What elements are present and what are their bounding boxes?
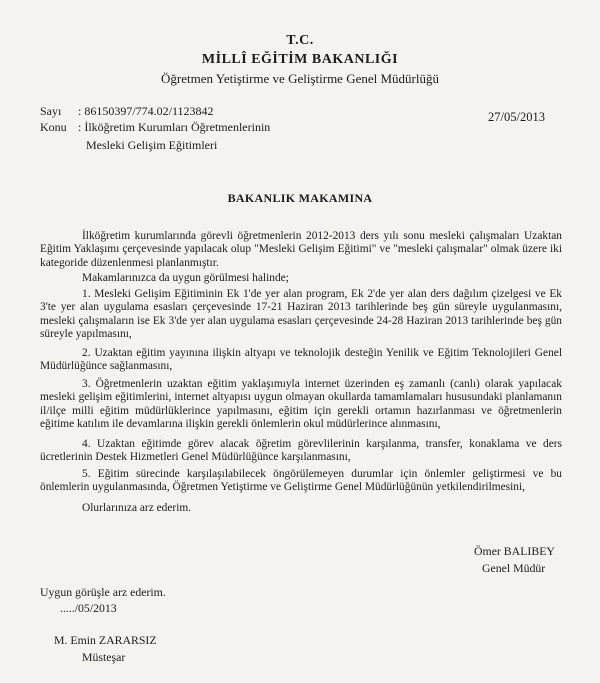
konu-line bbox=[40, 120, 270, 135]
signer-name: Ömer BALIBEY bbox=[474, 544, 555, 558]
approval-date: ...../05/2013 bbox=[60, 601, 117, 615]
header-country: T.C. bbox=[286, 33, 314, 48]
approver-title: Müsteşar bbox=[82, 650, 126, 664]
intro-paragraph: İlköğretim kurumlarında görevli öğretmenlerin 2012-2013 ders yılı sonu mesleki çalışmaları Uzaktan Eğitim Yaklaşımı çerçevesinde yapılacak olup "Mesleki Gelişim Eğitimi" ve "mesleki çalışmalar" olmak üzere iki kategoride düzenlenmesi planlanmıştır. bbox=[40, 230, 562, 269]
document-date: 27/05/2013 bbox=[488, 110, 545, 124]
approval-request: Makamlarınızca da uygun görülmesi halinde; bbox=[82, 272, 289, 284]
item-3: 3. Öğretmenlerin uzaktan eğitim yaklaşımıyla internet üzerinden eş zamanlı (canlı) olarak yapılacak mesleki gelişim eğitimlerini, internet altyapısı uygun olmayan okullarda tamamlamaları hususundaki planlamanın il/ilçe milli eğitim müdürlüklerince yapılmasını, eğitim için gerekli ortamın hazırlanması ve öğretmenlerin eğitime katılım ile devamlarına ilişkin gerekli önlemlerin okul müdürlerince alınmasını, bbox=[40, 378, 562, 431]
header-directorate: Öğretmen Yetiştirme ve Geliştirme Genel Müdürlüğü bbox=[160, 71, 439, 86]
item-2: 2. Uzaktan eğitim yayınına ilişkin altyapı ve teknolojik desteğin Yenilik ve Eğitim Teknolojileri Genel Müdürlüğünce sağlanmasını, bbox=[40, 347, 562, 373]
konu-label: Konu bbox=[40, 120, 67, 134]
closing-line: Olurlarınıza arz ederim. bbox=[82, 502, 192, 514]
addressee-title: BAKANLIK MAKAMINA bbox=[227, 191, 373, 205]
item-4: 4. Uzaktan eğitimde görev alacak öğretim görevlilerinin karşılanma, transfer, konaklama ve ders ücretlerinin Destek Hizmetleri Genel Müdürlüğünce karşılanmasını, bbox=[40, 438, 562, 464]
approval-text: Uygun görüşle arz ederim. bbox=[40, 585, 166, 599]
approver-name: M. Emin ZARARSIZ bbox=[54, 633, 157, 647]
item-1: 1. Mesleki Gelişim Eğitiminin Ek 1'de yer alan program, Ek 2'de yer alan ders dağılım çizelgesi ve Ek 3'te yer alan uygulama esasları çerçevesinde 17-21 Haziran 2013 tarihlerinde beş gün süreyle uygulanmasını, mesleki çalışmaların ise Ek 3'de yer alan uygulama esasları çerçevesinde 24-28 Haziran 2013 tarihlerinde beş gün süreyle yapılmasını, bbox=[40, 288, 562, 341]
sayi-label: Sayı bbox=[40, 104, 62, 118]
header-ministry: MİLLÎ EĞİTİM BAKANLIĞI bbox=[201, 52, 399, 67]
item-5: 5. Eğitim sürecinde karşılaşılabilecek öngörülemeyen durumlar için önlemler geliştirmesi ve bu önlemlerin uygulanmasında, Öğretmen Yetiştirme ve Geliştirme Genel Müdürlüğünün yetkilendirilmesini, bbox=[40, 468, 562, 494]
sayi-value: : 86150397/774.02/1123842 bbox=[78, 104, 214, 118]
konu-value-cont: Mesleki Gelişim Eğitimleri bbox=[86, 138, 218, 152]
sayi-line bbox=[40, 104, 214, 119]
signer-title: Genel Müdür bbox=[482, 561, 546, 575]
konu-value: : İlköğretim Kurumları Öğretmenlerinin bbox=[78, 120, 271, 134]
